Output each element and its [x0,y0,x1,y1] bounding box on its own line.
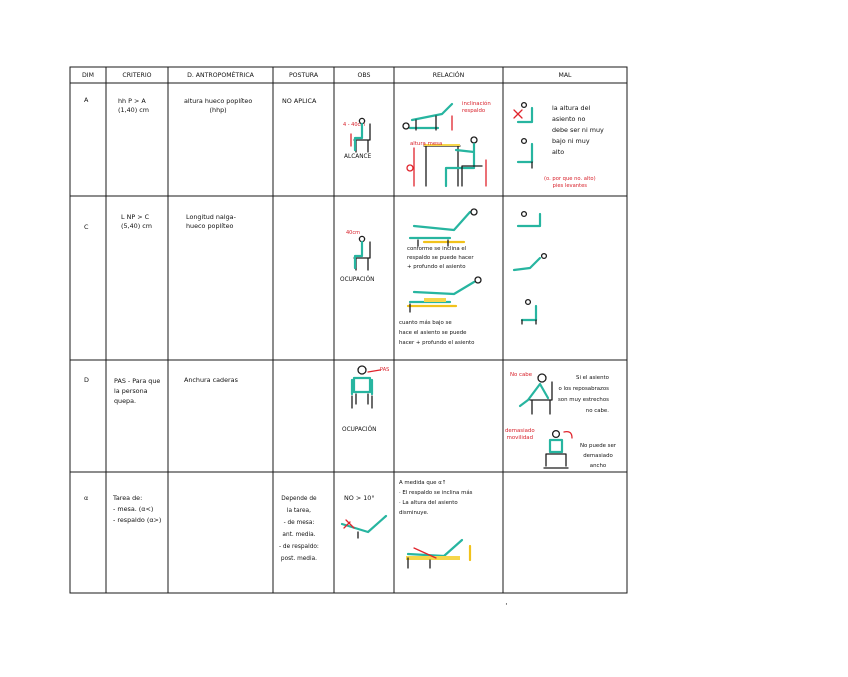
row-c-dim: C [84,223,89,231]
row-d-mal-red-2: demasiado movilidad [505,428,535,441]
row-a-mal-note: (o. por que no. alto) pies levantes [544,176,596,189]
row-a-obs-label: ALCANCE [344,154,372,160]
small-figure-icon [510,136,546,170]
row-c-dato: Longitud nalga- hueco poplíteo [186,213,236,230]
header-criterio: CRITERIO [122,72,152,79]
header-dato-antropometrico: D. ANTROPOMÉTRICA [187,72,254,79]
chair-figure-icon [348,234,388,274]
row-d-dim: D [84,376,89,384]
seated-side-figure-icon [514,372,558,418]
seated-front-figure-icon [538,428,574,470]
row-alpha-postura: Depende de la tarea, - de mesa: ant. media. - de respaldo: post. media. [279,496,319,562]
header-postura: POSTURA [288,72,319,79]
row-d-obs-dimension: PAS [380,367,390,373]
seated-front-figure-icon [344,364,380,410]
row-a-rel-label: altura mesa [410,141,443,147]
row-a-mal-text: la altura del asiento no debe ser ni muy bajo ni muy alto [552,104,604,156]
low-seat-icon [404,276,490,316]
row-a-criterio: hh P > A (1,40) cm [118,97,149,114]
row-c-rel-text-2: cuanto más bajo se hace el asiento se puede hacer + profundo el asiento [399,320,475,346]
row-c-obs-dimension: 40cm [346,230,360,236]
chair-figure-icon [348,116,388,156]
footer-mark: · [505,600,508,610]
reclined-seat-icon [404,208,484,248]
row-a-postura: NO APLICA [282,97,317,105]
header-obs: OBS [357,72,371,79]
small-figure-icon [510,100,546,130]
row-a-obs-dimension: 4 - 40cm [343,122,366,128]
reclined-seat-icon [402,100,462,136]
header-relacion: RELACIÓN [432,72,465,79]
row-alpha-dim: α [84,494,89,502]
reclined-figure-icon [510,252,550,276]
row-d-dato: Anchura caderas [184,376,238,384]
row-d-mal-text-1: Si el asiento o los reposabrazos son muy estrechos no cabe. [558,375,609,414]
reclined-seat-icon [400,534,480,570]
row-d-criterio: PAS - Para que la persona quepa. [114,377,161,405]
row-a-dato: altura hueco poplíteo (hhp) [184,97,253,114]
reclined-seat-icon [338,508,394,538]
row-d-obs-label: OCUPACIÓN [342,427,377,433]
row-c-criterio: L NP > C (5,40) cm [121,213,152,230]
row-a-dim: A [84,96,89,104]
row-d-mal-text-2: No puede ser demasiado ancho [580,443,616,469]
row-alpha-obs-text: NO > 10° [344,494,375,502]
header-mal: MAL [558,72,572,79]
row-c-rel-text-1: conforme se inclina el respaldo se puede hacer + profundo el asiento [407,246,474,270]
row-d-mal-red-1: No cabe [510,372,533,378]
small-figure-icon [514,296,550,326]
header-dim: DIM [82,72,94,79]
row-alpha-criterio: Tarea de: - mesa. (α<) - respaldo (α>) [113,494,162,524]
small-figure-icon [514,210,554,232]
row-alpha-rel-text: A medida que α↑ · El respaldo se inclina más · La altura del asiento disminuye. [399,480,473,516]
row-c-obs-label: OCUPACIÓN [340,277,375,283]
row-a-rel-note: inclinación respaldo [462,101,491,114]
